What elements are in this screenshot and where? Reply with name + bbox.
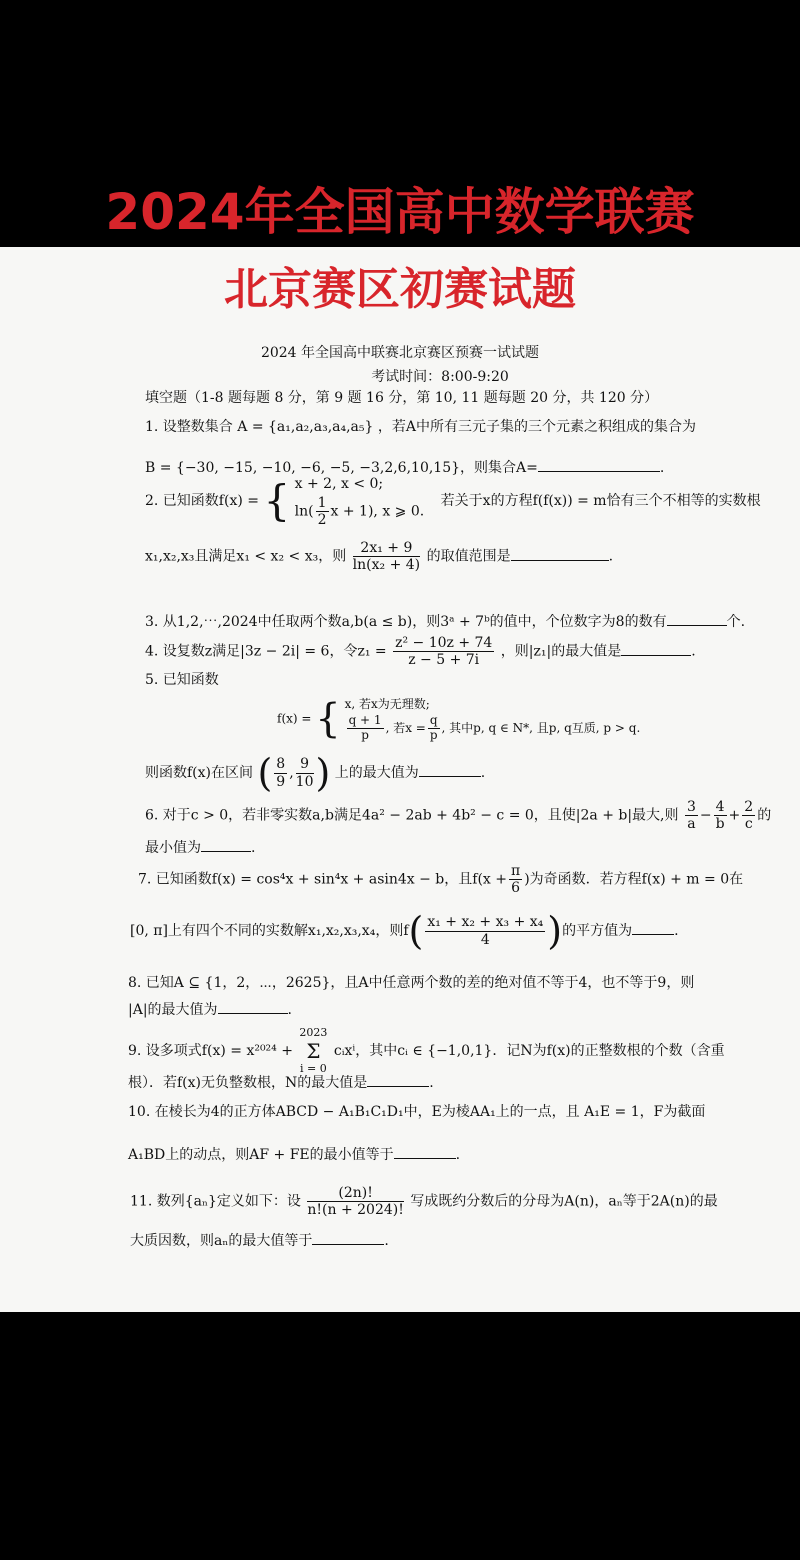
- question-10-line-2: A₁BD上的动点，则AF + FE的最小值等于 .: [128, 1144, 460, 1164]
- answer-blank: [312, 1230, 384, 1245]
- q11-text-3: 大质因数，则aₙ的最大值等于: [130, 1233, 313, 1249]
- question-3: 3. 从1,2,⋯,2024中任取两个数a,b(a ≤ b)，则3ᵃ + 7ᵇ的值中，个位数字为8的数有 个.: [145, 611, 745, 631]
- q9-text: 9. 设多项式f(x) = x²⁰²⁴ +: [128, 1043, 293, 1060]
- sub-title: 北京赛区初赛试题: [224, 264, 576, 315]
- main-title: 2024年全国高中数学联赛: [105, 183, 695, 241]
- q5-cases: x, 若x为无理数; $\frac{q + 1}{p}$ , 若x = $\frac{q}{p}$ , 其中p, q ∈ N*, 且p, q互质, p > q.: [344, 697, 641, 742]
- bottom-band: [0, 1312, 800, 1560]
- left-brace-icon: {: [315, 695, 341, 742]
- left-paren-icon: (: [408, 909, 424, 953]
- top-banner: [0, 0, 800, 247]
- question-2-line-2: x₁,x₂,x₃且满足x₁ < x₂ < x₃，则 $\frac{\text{2x₁ + 9}}{\text{ln(x₂ + 4)}}$ 的取值范围是 .: [145, 540, 614, 574]
- question-6-line-2: 最小值为 .: [145, 837, 255, 857]
- q4-text: 4. 设复数z满足|3z − 2i| = 6，令z₁ =: [145, 643, 387, 660]
- q7-text: 7. 已知函数f(x) = cos⁴x + sin⁴x + asin4x − b，且f(x +: [138, 871, 507, 888]
- q1-text-3: B = {−30, −15, −10, −6, −5, −3,2,6,10,15}，则集合A=: [145, 460, 538, 476]
- question-1-line-1: [145, 419, 696, 436]
- exam-heading: 2024 年全国高中联赛北京赛区预赛一试试题: [260, 345, 540, 361]
- q4-fraction: $\frac{\text{z² − 10z + 74}}{z - 5 + 7i}$: [395, 635, 493, 669]
- sigma-sum: 2023 Σ i = 0: [299, 1026, 328, 1075]
- left-paren-icon: (: [257, 751, 273, 795]
- question-2-line-1: [145, 473, 761, 529]
- q11-text: 11. 数列{aₙ}定义如下：设: [130, 1193, 301, 1210]
- q8-text: |A|的最大值为: [128, 1002, 218, 1018]
- q6-text: 6. 对于c > 0，若非零实数a,b满足4a² − 2ab + 4b² − c = 0，且使|2a + b|最大,则: [145, 807, 679, 824]
- q5-text: 则函数f(x)在区间: [145, 765, 254, 781]
- q2-fraction: $\frac{\text{2x₁ + 9}}{\text{ln(x₂ + 4)}}$: [352, 540, 421, 574]
- q2-text: 2. 已知函数f(x) =: [145, 492, 259, 509]
- q1-text-2: ，若A中所有三元子集的三个元素之积组成的集合为: [377, 419, 696, 435]
- q7-text-2: )为奇函数．若方程f(x) + m = 0在: [524, 871, 744, 888]
- question-7-line-2: [0, π]上有四个不同的实数解x₁,x₂,x₃,x₄，则f( $\frac{\text{x₁ + x₂ + x₃ + x₄}}{4}$ )的平方值为 .: [130, 909, 679, 953]
- answer-blank: [511, 546, 609, 561]
- q4-text-2: ，则|z₁|的最大值是: [500, 643, 622, 660]
- question-10-line-1: 10. 在棱长为4的正方体ABCD − A₁B₁C₁D₁中，E为棱AA₁上的一点，且 A₁E = 1，F为截面: [128, 1104, 706, 1120]
- q5-text-2: 上的最大值为: [334, 765, 419, 781]
- right-paren-icon: ): [547, 909, 563, 953]
- section-header: 填空题（1-8 题每题 8 分，第 9 题 16 分，第 10, 11 题每题 20 分，共 120 分）: [145, 390, 659, 406]
- question-8-line-1: 8. 已知A ⊆ {1，2，⋯，2625}，且A中任意两个数的差的绝对值不等于4，也不等于9，则: [128, 975, 695, 991]
- q1-end: .: [659, 460, 665, 476]
- question-9-line-2: 根）．若f(x)无负整数根，N的最大值是 .: [128, 1072, 434, 1092]
- question-9-line-1: [128, 1027, 725, 1075]
- q9-text-3: 根）．若f(x)无负整数根，N的最大值是: [128, 1075, 368, 1091]
- answer-blank: [367, 1072, 429, 1087]
- q2-text-3: x₁,x₂,x₃且满足x₁ < x₂ < x₃，则: [145, 548, 347, 565]
- answer-blank: [538, 457, 660, 472]
- q2-cases: [295, 473, 425, 529]
- q2-case-1: x + 2, x < 0;: [294, 476, 384, 492]
- question-5-label: 5. 已知函数: [145, 672, 219, 688]
- left-brace-icon: {: [263, 475, 291, 525]
- answer-blank: [621, 641, 691, 656]
- q5-fx: f(x) =: [277, 711, 312, 726]
- q2-text-4: 的取值范围是: [426, 548, 511, 565]
- q7-text-3: [0, π]上有四个不同的实数解x₁,x₂,x₃,x₄，则f: [130, 923, 409, 939]
- answer-blank: [394, 1144, 456, 1159]
- exam-paper: [0, 247, 800, 1312]
- answer-blank: [201, 837, 251, 852]
- q9-text-2: cᵢxⁱ，其中cᵢ ∈ {−1,0,1}．记N为f(x)的正整数根的个数（含重: [333, 1043, 725, 1060]
- q2-case-2: ln( $\frac{1}{2}$ x + 1), x ⩾ 0.: [294, 495, 425, 529]
- q1-set: A = {a₁,a₂,a₃,a₄,a₅}: [237, 419, 374, 435]
- q11-fraction: $\frac{(2n)!}{n!(n + 2024)!}$: [307, 1185, 404, 1219]
- q7-text-4: 的平方值为: [562, 923, 633, 939]
- question-5-function: [277, 695, 640, 743]
- q2-text-2: 若关于x的方程f(f(x)) = m恰有三个不相等的实数根: [440, 492, 761, 509]
- answer-blank: [632, 920, 674, 935]
- question-11-line-1: [130, 1185, 718, 1218]
- q3-text: 3. 从1,2,⋯,2024中任取两个数a,b(a ≤ b)，则3ᵃ + 7ᵇ的值中，个位数字为8的数有: [145, 614, 667, 630]
- answer-blank: [419, 762, 481, 777]
- q11-text-2: 写成既约分数后的分母为A(n)，aₙ等于2A(n)的最: [410, 1193, 718, 1210]
- exam-time: 考试时间：8:00-9:20: [371, 369, 509, 385]
- question-7-line-1: 7. 已知函数f(x) = cos⁴x + sin⁴x + asin4x − b，且f(x + $\frac{\pi}{6}$ )为奇函数．若方程f(x) + m = 0在: [138, 863, 744, 897]
- q6-text-2: 最小值为: [145, 840, 201, 856]
- question-8-line-2: |A|的最大值为 .: [128, 999, 292, 1019]
- q10-text: A₁BD上的动点，则AF + FE的最小值等于: [128, 1147, 394, 1163]
- question-6-line-1: 6. 对于c > 0，若非零实数a,b满足4a² − 2ab + 4b² − c = 0，且使|2a + b|最大,则 $\frac{3}{a}$ − $\frac{4}{b}$ + $\frac{2}{c}$ 的: [145, 799, 772, 833]
- answer-blank: [218, 999, 288, 1014]
- q1-text: 1. 设整数集合: [145, 419, 233, 435]
- question-5-line-2: 则函数f(x)在区间 ( $\frac{8}{9}$ , $\frac{9}{10}$ ) 上的最大值为 .: [145, 751, 486, 795]
- answer-blank: [667, 611, 727, 626]
- question-4: 4. 设复数z满足|3z − 2i| = 6，令z₁ = $\frac{\text{z² − 10z + 74}}{z - 5 + 7i}$ ，则|z₁|的最大值是 .: [145, 635, 696, 669]
- right-paren-icon: ): [315, 751, 331, 795]
- question-11-line-2: 大质因数，则aₙ的最大值等于 .: [130, 1230, 389, 1250]
